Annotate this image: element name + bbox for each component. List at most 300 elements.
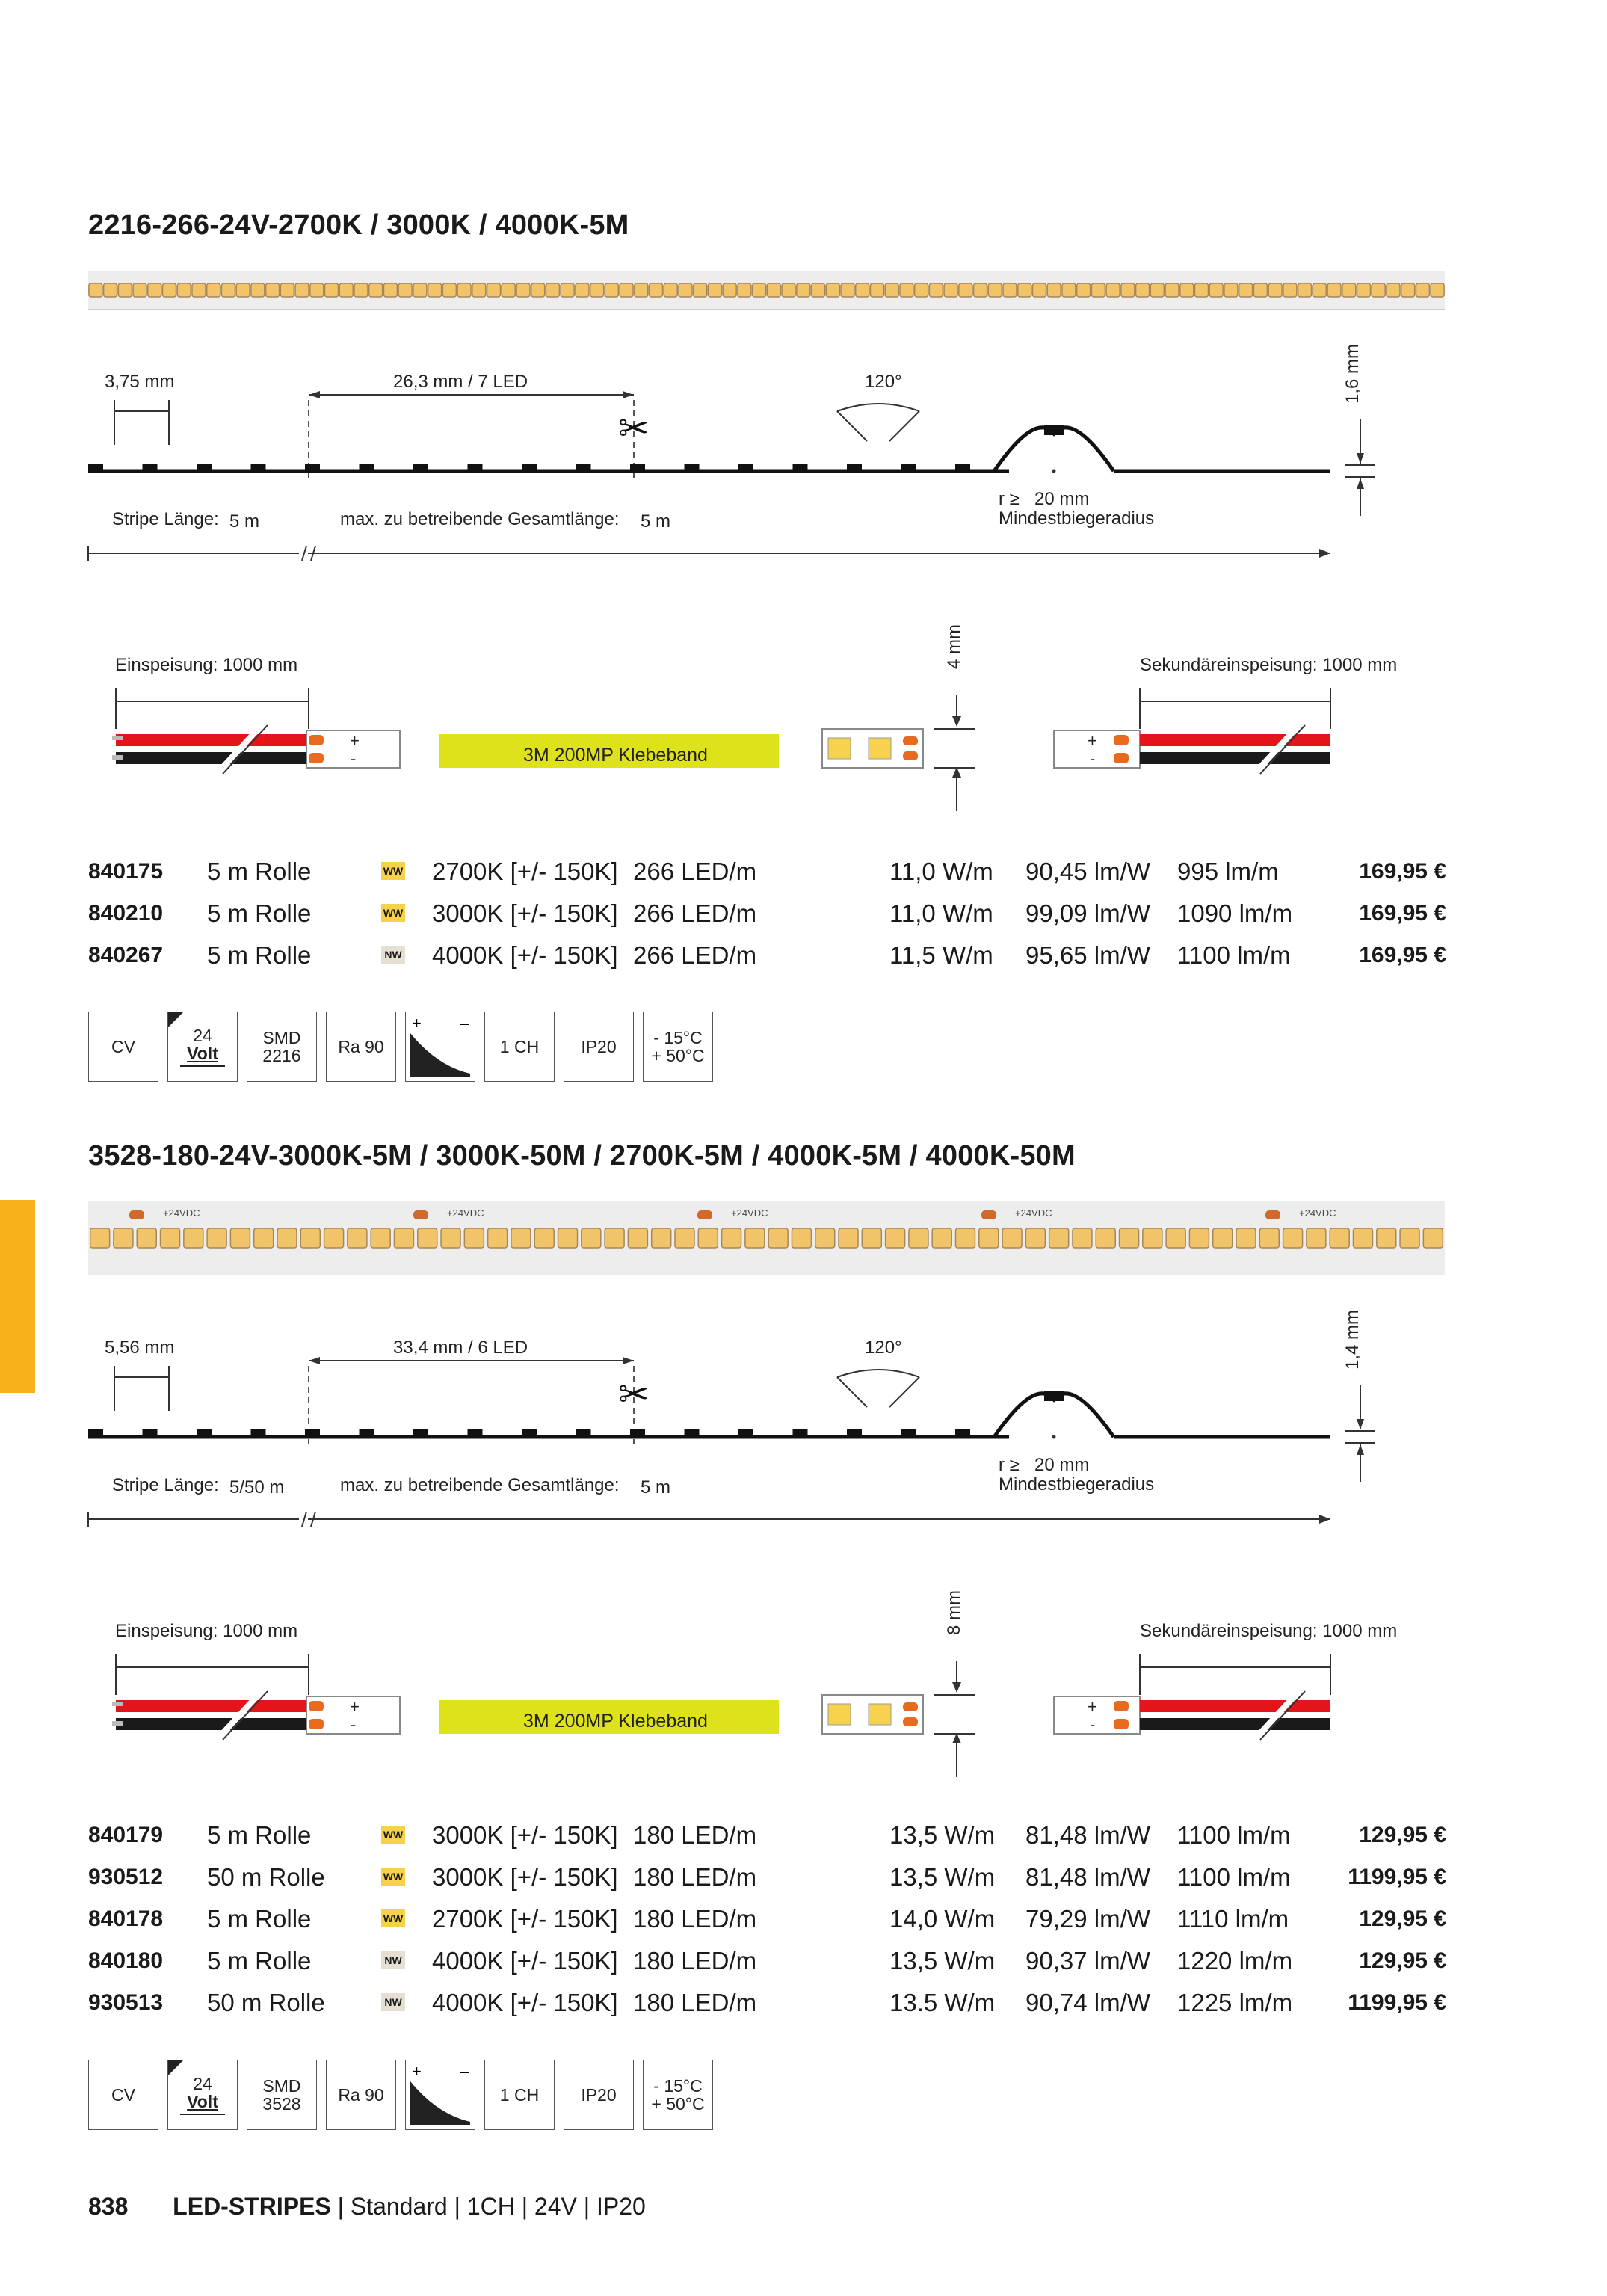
strip-solder-pad — [981, 1210, 996, 1219]
icon-text: Volt — [187, 1044, 218, 1063]
led-marker — [630, 1429, 645, 1437]
strip-led — [398, 283, 412, 297]
strip-led — [487, 283, 501, 297]
price: 1199,95 € — [1348, 1865, 1446, 1889]
strip-led — [1091, 283, 1105, 297]
icon-text: IP20 — [581, 2084, 617, 2105]
led-marker — [630, 464, 645, 471]
strip-led — [280, 283, 294, 297]
strip-led — [428, 283, 442, 297]
led-marker — [143, 464, 158, 471]
led-density: 180 LED/m — [633, 1863, 757, 1891]
strip-voltage-label: +24VDC — [1015, 1207, 1052, 1219]
led-density: 180 LED/m — [633, 1821, 757, 1849]
roll-length: 5 m Rolle — [207, 858, 312, 885]
strip-led — [815, 1228, 835, 1248]
feed-label: Einspeisung: 1000 mm — [115, 655, 298, 675]
strip-led — [1049, 1228, 1069, 1248]
height-label: 1,6 mm — [1342, 343, 1363, 404]
color-temperature: 3000K [+/- 150K] — [432, 1863, 618, 1891]
temperature-icon — [643, 2060, 713, 2130]
radius-symbol: r ≥ — [999, 489, 1020, 509]
strip-led — [1330, 1228, 1349, 1248]
angle-label: 120° — [865, 372, 902, 392]
strip-led — [1025, 1228, 1045, 1248]
pitch-label: 5,56 mm — [105, 1338, 175, 1358]
luminous-flux: 1090 lm/m — [1177, 899, 1293, 927]
strip-led — [546, 283, 559, 297]
strip-led — [1180, 283, 1194, 297]
strip-led — [310, 283, 324, 297]
efficacy: 99,09 lm/W — [1025, 899, 1150, 927]
strip-led — [1096, 1228, 1115, 1248]
strip-led — [932, 1228, 951, 1248]
radius-value: 20 mm — [1034, 489, 1090, 509]
strip-led — [1018, 283, 1031, 297]
dimmable-icon — [407, 2062, 473, 2128]
icon-text: IP20 — [581, 1036, 617, 1056]
power: 11,5 W/m — [889, 941, 993, 969]
strip-led — [511, 1228, 531, 1248]
strip-led — [635, 283, 648, 297]
roll-length: 5 m Rolle — [207, 941, 312, 969]
strip-led — [1224, 283, 1238, 297]
strip-led — [295, 283, 309, 297]
icon-text: CV — [111, 2084, 135, 2105]
svg-text:✂: ✂ — [618, 1373, 650, 1416]
icon-text: 1 CH — [499, 1036, 540, 1056]
color-temperature: 2700K [+/- 150K] — [432, 858, 618, 885]
article-number: 930512 — [88, 1865, 164, 1889]
strip-led — [1047, 283, 1061, 297]
strip-led — [300, 1228, 320, 1248]
strip-led — [1136, 283, 1150, 297]
strip-led — [1357, 283, 1370, 297]
strip-led — [576, 283, 589, 297]
strip-led — [531, 283, 545, 297]
svg-text:-: - — [351, 1715, 357, 1734]
strip-led — [738, 283, 751, 297]
icon-text: 1 CH — [499, 2084, 540, 2105]
led-marker — [468, 1429, 483, 1437]
strip-led — [841, 283, 854, 297]
strip-led — [1165, 283, 1179, 297]
led-marker — [847, 464, 862, 471]
strip-led — [988, 283, 1002, 297]
strip-voltage-label: +24VDC — [1299, 1207, 1336, 1219]
strip-led — [745, 1228, 765, 1248]
led-marker — [738, 1429, 753, 1437]
color-temperature: 4000K [+/- 150K] — [432, 941, 618, 969]
led-density: 180 LED/m — [633, 1947, 757, 1975]
strip-led — [870, 283, 883, 297]
strip-led — [1342, 283, 1356, 297]
strip-led — [929, 283, 943, 297]
section2-title: 3528-180-24V-3000K-5M / 3000K-50M / 2700K-5M / 4000K-5M / 4000K-50M — [88, 1140, 1076, 1172]
strip-led — [1121, 283, 1135, 297]
svg-text:+: + — [1088, 1697, 1097, 1716]
strip-led — [394, 1228, 413, 1248]
efficacy: 95,65 lm/W — [1025, 941, 1150, 969]
strip-led — [457, 283, 471, 297]
radius-label: Mindestbiegeradius — [999, 1474, 1155, 1495]
strip-led — [628, 1228, 647, 1248]
strip-led — [1143, 1228, 1162, 1248]
dimension-diagram-1 — [82, 329, 1390, 568]
led-marker — [901, 464, 916, 471]
strip-led — [1002, 1228, 1022, 1248]
led-marker — [251, 464, 266, 471]
strip-led — [839, 1228, 858, 1248]
strip-led — [442, 283, 456, 297]
strip-led — [792, 1228, 811, 1248]
stripe-length-value: 5 m — [229, 511, 260, 532]
strip-led — [354, 283, 368, 297]
strip-led — [441, 1228, 460, 1248]
cv-icon — [88, 1012, 158, 1082]
led-marker — [685, 464, 700, 471]
article-number: 840267 — [88, 943, 164, 967]
svg-text:–: – — [460, 1014, 469, 1032]
strip-led — [900, 283, 913, 297]
strip-led — [1073, 1228, 1092, 1248]
strip-led — [652, 1228, 671, 1248]
color-temperature: 2700K [+/- 150K] — [432, 1905, 618, 1933]
svg-text:-: - — [1090, 1715, 1096, 1734]
led-marker — [738, 464, 753, 471]
pitch-label: 3,75 mm — [105, 372, 175, 392]
strip-led — [534, 1228, 554, 1248]
strip-led — [768, 1228, 788, 1248]
strip-led — [137, 1228, 156, 1248]
strip-voltage-label: +24VDC — [447, 1207, 484, 1219]
strip-led — [812, 283, 825, 297]
luminous-flux: 1220 lm/m — [1177, 1947, 1293, 1975]
color-temperature: 3000K [+/- 150K] — [432, 899, 618, 927]
strip-led — [1327, 283, 1341, 297]
section1-title: 2216-266-24V-2700K / 3000K / 4000K-5M — [88, 209, 629, 241]
svg-text:+: + — [1088, 731, 1097, 750]
article-number: 840178 — [88, 1906, 164, 1931]
led-marker — [847, 1429, 862, 1437]
strip-led — [266, 283, 280, 297]
stripe-length-label: Stripe Länge: — [112, 1475, 219, 1495]
strip-led — [944, 283, 957, 297]
strip-led — [383, 283, 397, 297]
led-strip-photo-1 — [88, 271, 1445, 310]
strip-led — [782, 283, 795, 297]
strip-led — [277, 1228, 297, 1248]
strip-led — [561, 283, 574, 297]
icon-text: Ra 90 — [338, 2084, 384, 2105]
strip-led — [251, 283, 265, 297]
strip-led — [797, 283, 810, 297]
strip-led — [177, 283, 191, 297]
luminous-flux: 995 lm/m — [1177, 858, 1279, 885]
led-marker — [468, 464, 483, 471]
strip-led — [472, 283, 486, 297]
roll-length: 5 m Rolle — [207, 1905, 312, 1933]
strip-led — [1194, 283, 1208, 297]
icon-text: 24 — [193, 1025, 212, 1045]
strip-led — [723, 283, 736, 297]
secondary-feed-label: Sekundäreinspeisung: 1000 mm — [1140, 1621, 1398, 1641]
power: 14,0 W/m — [889, 1905, 996, 1933]
height-label: 1,4 mm — [1342, 1309, 1363, 1370]
strip-led — [1400, 1228, 1419, 1248]
led-marker — [197, 1429, 212, 1437]
led-marker — [197, 464, 212, 471]
strip-led — [1077, 283, 1091, 297]
article-number: 930513 — [88, 1990, 164, 2015]
efficacy: 81,48 lm/W — [1025, 1863, 1150, 1891]
led-marker — [576, 1429, 591, 1437]
strip-led — [184, 1228, 203, 1248]
dimming-icon — [405, 1012, 475, 1082]
color-temperature: 4000K [+/- 150K] — [432, 1947, 618, 1975]
voltage-icon — [167, 2060, 238, 2130]
dimension-diagram-2 — [82, 1295, 1390, 1534]
icon-text: 24 — [193, 2073, 212, 2093]
icon-text: - 15°C — [653, 1027, 703, 1047]
strip-led — [221, 283, 235, 297]
strip-led — [1213, 1228, 1233, 1248]
strip-led — [698, 1228, 718, 1248]
svg-text:-: - — [1090, 749, 1096, 768]
strip-led — [90, 1228, 110, 1248]
led-marker — [305, 1429, 320, 1437]
strip-led — [1372, 283, 1385, 297]
price: 169,95 € — [1359, 859, 1446, 884]
strip-led — [502, 283, 515, 297]
roll-length: 5 m Rolle — [207, 1821, 312, 1849]
cct-badge: NW — [381, 946, 405, 964]
led-marker — [576, 464, 591, 471]
smd-icon — [247, 2060, 317, 2130]
smd-icon — [247, 1012, 317, 1082]
strip-led — [339, 283, 353, 297]
icon-text: 3528 — [262, 2094, 301, 2114]
corner-mark-icon — [168, 2060, 183, 2075]
strip-led — [163, 283, 176, 297]
svg-text:+: + — [412, 1014, 422, 1032]
ip-rating-icon — [564, 1012, 634, 1082]
strip-solder-pad — [1265, 1210, 1280, 1219]
cut-label: 33,4 mm / 6 LED — [393, 1338, 528, 1358]
strip-led — [192, 283, 206, 297]
article-number: 840179 — [88, 1823, 164, 1847]
strip-led — [118, 283, 132, 297]
strip-led — [959, 283, 972, 297]
strip-led — [886, 1228, 905, 1248]
efficacy: 79,29 lm/W — [1025, 1905, 1150, 1933]
led-density: 266 LED/m — [633, 858, 757, 885]
stripe-length-value: 5/50 m — [229, 1477, 285, 1498]
secondary-feed-label: Sekundäreinspeisung: 1000 mm — [1140, 655, 1398, 675]
channel-icon — [484, 1012, 555, 1082]
strip-led — [650, 283, 663, 297]
strip-led — [856, 283, 869, 297]
cct-badge: NW — [381, 1951, 405, 1969]
temperature-icon — [643, 1012, 713, 1082]
strip-led — [722, 1228, 741, 1248]
strip-led — [605, 1228, 624, 1248]
article-number: 840180 — [88, 1948, 164, 1973]
strip-led — [1283, 1228, 1303, 1248]
strip-led — [955, 1228, 975, 1248]
radius-label: Mindestbiegeradius — [999, 508, 1155, 529]
strip-led — [1032, 283, 1046, 297]
strip-led — [418, 1228, 437, 1248]
strip-led — [133, 283, 146, 297]
strip-led — [207, 1228, 226, 1248]
color-temperature: 3000K [+/- 150K] — [432, 1821, 618, 1849]
cct-badge: WW — [381, 862, 405, 880]
strip-led — [488, 1228, 508, 1248]
channel-icon — [484, 2060, 555, 2130]
led-marker — [88, 464, 103, 471]
strip-led — [1387, 283, 1400, 297]
price: 169,95 € — [1359, 943, 1446, 967]
strip-led — [114, 1228, 133, 1248]
led-marker — [955, 1429, 970, 1437]
led-marker — [685, 1429, 700, 1437]
strip-led — [582, 1228, 601, 1248]
cct-badge: NW — [381, 1993, 405, 2011]
strip-led — [1209, 283, 1223, 297]
dimming-icon — [405, 2060, 475, 2130]
led-density: 266 LED/m — [633, 899, 757, 927]
svg-text:–: – — [460, 2062, 469, 2081]
led-marker — [793, 1429, 808, 1437]
ip-rating-icon — [564, 2060, 634, 2130]
feed-label: Einspeisung: 1000 mm — [115, 1621, 298, 1641]
roll-length: 50 m Rolle — [207, 1989, 325, 2016]
strip-led — [767, 283, 780, 297]
led-marker — [413, 464, 428, 471]
price: 129,95 € — [1359, 1948, 1446, 1973]
strip-led — [236, 283, 250, 297]
led-marker — [901, 1429, 916, 1437]
strip-led — [1062, 283, 1076, 297]
strip-voltage-label: +24VDC — [163, 1207, 200, 1219]
strip-led — [413, 283, 427, 297]
strip-led — [230, 1228, 250, 1248]
strip-led — [590, 283, 604, 297]
svg-text:+: + — [350, 731, 360, 750]
strip-led — [915, 283, 928, 297]
strip-led — [1120, 1228, 1139, 1248]
strip-led — [909, 1228, 928, 1248]
strip-led — [694, 283, 707, 297]
roll-length: 50 m Rolle — [207, 1863, 325, 1891]
strip-led — [371, 1228, 390, 1248]
strip-led — [1259, 1228, 1279, 1248]
price: 129,95 € — [1359, 1906, 1446, 1931]
strip-led — [1166, 1228, 1185, 1248]
page-number: 838 — [88, 2193, 129, 2220]
footer-category: LED-STRIPES — [173, 2193, 331, 2220]
strip-led — [148, 283, 161, 297]
icon-text: SMD — [262, 1027, 301, 1047]
led-marker — [251, 1429, 266, 1437]
cv-icon — [88, 2060, 158, 2130]
strip-led — [1253, 283, 1267, 297]
angle-label: 120° — [865, 1338, 902, 1358]
strip-led — [1377, 1228, 1396, 1248]
corner-mark-icon — [168, 1012, 183, 1027]
led-marker — [360, 464, 374, 471]
power: 11,0 W/m — [889, 858, 993, 885]
strip-led — [1313, 283, 1326, 297]
page-footer — [88, 2193, 646, 2220]
stripe-length-label: Stripe Länge: — [112, 509, 219, 529]
strip-led — [979, 1228, 999, 1248]
luminous-flux: 1100 lm/m — [1177, 1821, 1291, 1849]
cri-icon — [326, 2060, 396, 2130]
cct-badge: WW — [381, 904, 405, 922]
luminous-flux: 1100 lm/m — [1177, 941, 1291, 969]
strip-led — [348, 1228, 367, 1248]
strip-led — [1283, 283, 1297, 297]
strip-led — [104, 283, 117, 297]
roll-length: 5 m Rolle — [207, 899, 312, 927]
led-marker — [360, 1429, 374, 1437]
strip-led — [708, 283, 721, 297]
strip-led — [1236, 1228, 1256, 1248]
price: 129,95 € — [1359, 1823, 1446, 1847]
strip-led — [826, 283, 839, 297]
icon-text: - 15°C — [653, 2075, 703, 2096]
led-strip-photo-2 — [88, 1201, 1445, 1275]
cct-badge: WW — [381, 1909, 405, 1927]
led-marker — [955, 464, 970, 471]
led-marker — [88, 1429, 103, 1437]
power: 13,5 W/m — [889, 1947, 996, 1975]
icon-text: + 50°C — [651, 2094, 705, 2114]
strip-led — [1239, 283, 1253, 297]
strip-led — [1307, 1228, 1326, 1248]
chapter-tab — [0, 1200, 35, 1393]
strip-led — [1298, 283, 1312, 297]
strip-led — [605, 283, 618, 297]
strip-led — [675, 1228, 694, 1248]
strip-led — [254, 1228, 274, 1248]
efficacy: 90,37 lm/W — [1025, 1947, 1150, 1975]
strip-led — [1353, 1228, 1372, 1248]
cri-icon — [326, 1012, 396, 1082]
strip-led — [620, 283, 633, 297]
roll-length: 5 m Rolle — [207, 1947, 312, 1975]
article-number: 840175 — [88, 859, 164, 884]
price: 1199,95 € — [1348, 1990, 1446, 2015]
strip-led — [1106, 283, 1120, 297]
strip-led — [89, 283, 102, 297]
width-label: 8 mm — [944, 1590, 964, 1635]
led-marker — [793, 464, 808, 471]
max-length-label: max. zu betreibende Gesamtlänge: — [340, 1475, 620, 1495]
strip-led — [516, 283, 530, 297]
strip-voltage-label: +24VDC — [731, 1207, 768, 1219]
luminous-flux: 1110 lm/m — [1177, 1905, 1289, 1933]
led-marker — [143, 1429, 158, 1437]
led-marker — [305, 464, 320, 471]
led-marker — [413, 1429, 428, 1437]
strip-led — [1150, 283, 1164, 297]
icon-text: Volt — [187, 2092, 218, 2111]
max-length-value: 5 m — [641, 1477, 671, 1498]
footer-details: | Standard | 1CH | 24V | IP20 — [330, 2193, 646, 2220]
